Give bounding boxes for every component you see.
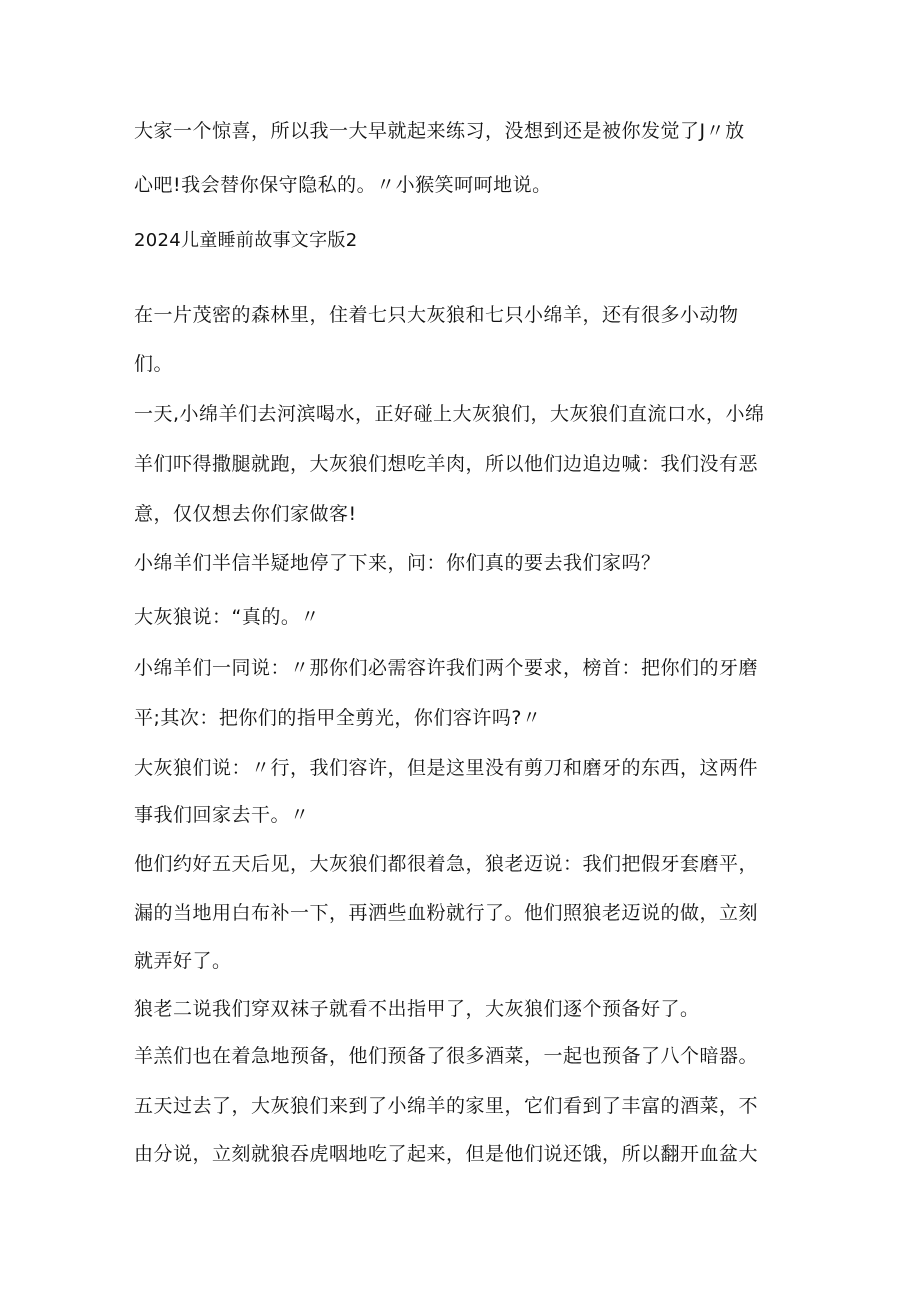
text-line-18: 狼老二说我们穿双袜子就看不出指甲了，大灰狼们逐个预备好了。 xyxy=(134,998,700,1020)
text-line-20: 五天过去了，大灰狼们来到了小绵羊的家里，它们看到了丰富的酒菜，不 xyxy=(134,1095,759,1117)
text-line-9: 小绵羊们半信半疑地停了下来，问：你们真的要去我们家吗？ xyxy=(134,552,661,574)
text-line-16: 漏的当地用白布补一下，再洒些血粉就行了。他们照狼老迈说的做，立刻 xyxy=(134,902,759,924)
text-line-8: 意，仅仅想去你们家做客! xyxy=(134,503,357,525)
text-line-13: 大灰狼们说：〃行，我们容许，但是这里没有剪刀和磨牙的东西，这两件 xyxy=(134,757,759,779)
text-line-10: 大灰狼说：“真的。〃 xyxy=(134,606,320,628)
text-line-21: 由分说，立刻就狼吞虎咽地吃了起来，但是他们说还饿，所以翻开血盆大 xyxy=(134,1143,759,1165)
text-line-12: 平;其次：把你们的指甲全剪光，你们容许吗?〃 xyxy=(134,707,542,729)
text-line-15: 他们约好五天后见，大灰狼们都很着急，狼老迈说：我们把假牙套磨平， xyxy=(134,853,759,875)
text-line-14: 事我们回家去干。〃 xyxy=(134,804,310,826)
text-line-19: 羊羔们也在着急地预备，他们预备了很多酒菜，一起也预备了八个暗器。 xyxy=(134,1045,759,1067)
text-line-7: 羊们吓得撒腿就跑，大灰狼们想吃羊肉，所以他们边追边喊：我们没有恶 xyxy=(134,453,759,475)
text-line-1: 大家一个惊喜，所以我一大早就起来练习，没想到还是被你发觉了J〃放 xyxy=(134,120,745,142)
text-line-11: 小绵羊们一同说：〃那你们必需容许我们两个要求，榜首：把你们的牙磨 xyxy=(134,657,759,679)
text-line-2: 心吧!我会替你保守隐私的。〃小猴笑呵呵地说。 xyxy=(134,174,552,196)
text-line-4: 在一片茂密的森林里，住着七只大灰狼和七只小绵羊，还有很多小动物 xyxy=(134,304,739,326)
text-line-5: 们。 xyxy=(134,353,174,375)
text-line-6: 一天,小绵羊们去河滨喝水，正好碰上大灰狼们，大灰狼们直流口水，小绵 xyxy=(134,403,765,425)
section-heading: 2024儿童睡前故事文字版2 xyxy=(134,230,358,251)
text-line-17: 就弄好了。 xyxy=(134,950,232,972)
